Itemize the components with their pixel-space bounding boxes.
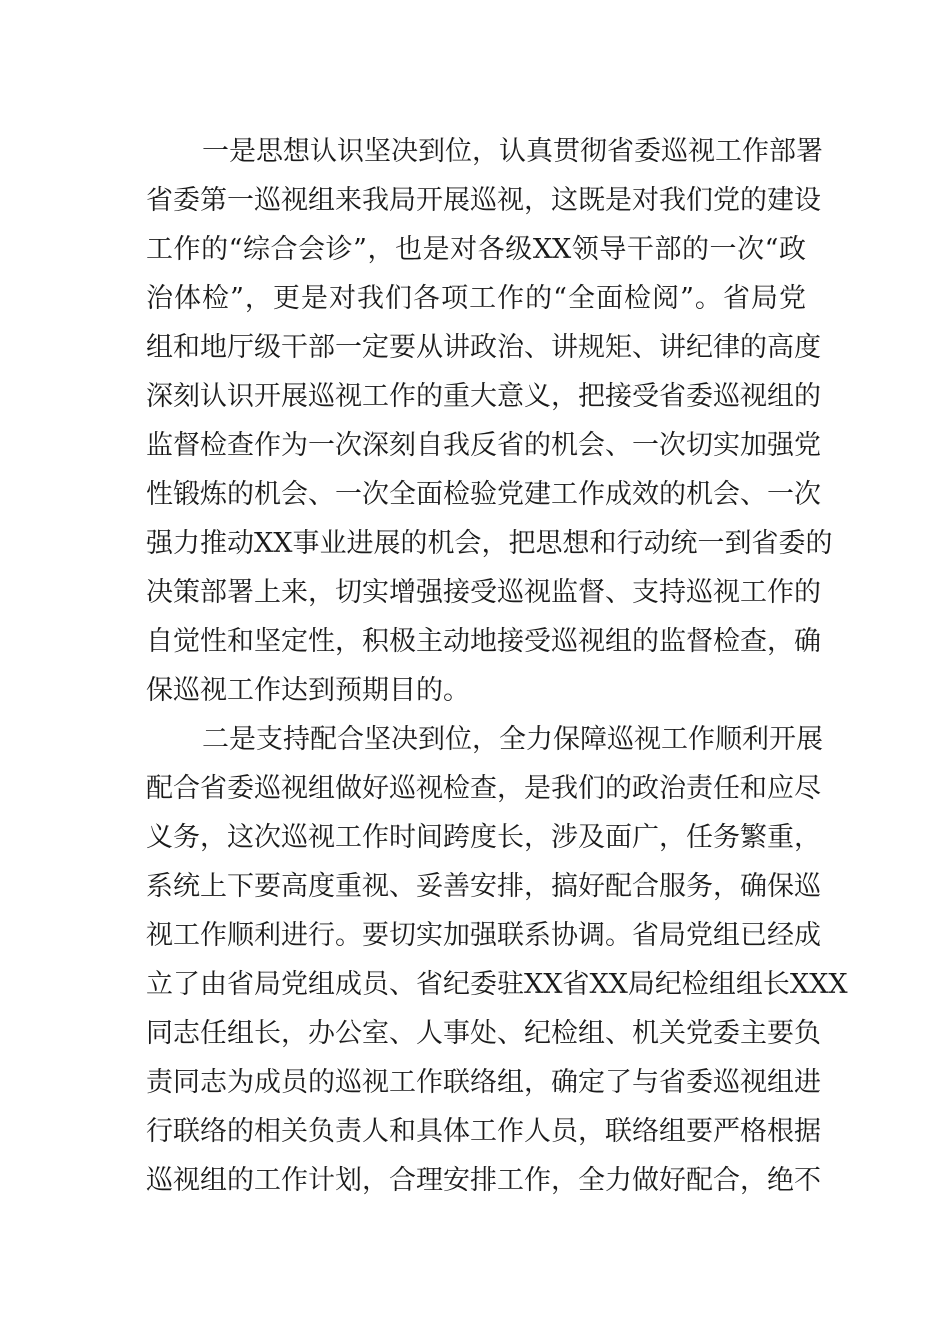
paragraph-2-line-5: 视工作顺利进行。要切实加强联系协调。省局党组已经成 xyxy=(146,920,821,951)
paragraph-2-line-8: 责同志为成员的巡视工作联络组，确定了与省委巡视组进 xyxy=(146,1067,821,1098)
paragraph-2-line-7: 同志任组长，办公室、人事处、纪检组、机关党委主要负 xyxy=(146,1018,821,1049)
paragraph-1-line-6: 深刻认识开展巡视工作的重大意义，把接受省委巡视组的 xyxy=(146,381,821,412)
paragraph-2-line-3: 义务，这次巡视工作时间跨度长，涉及面广，任务繁重， xyxy=(146,822,821,853)
paragraph-2-line-4: 系统上下要高度重视、妥善安排，搞好配合服务，确保巡 xyxy=(146,871,821,902)
paragraph-1-line-5: 组和地厅级干部一定要从讲政治、讲规矩、讲纪律的高度 xyxy=(146,332,821,363)
paragraph-1-line-2: 省委第一巡视组来我局开展巡视，这既是对我们党的建设 xyxy=(146,185,821,216)
paragraph-1-line-11: 自觉性和坚定性，积极主动地接受巡视组的监督检查，确 xyxy=(146,626,821,657)
paragraph-1-line-4: 治体检”，更是对我们各项工作的“全面检阅”。省局党 xyxy=(146,283,806,314)
paragraph-2-line-1: 二是支持配合坚决到位，全力保障巡视工作顺利开展 xyxy=(202,724,823,755)
paragraph-2-line-2: 配合省委巡视组做好巡视检查，是我们的政治责任和应尽 xyxy=(146,773,821,804)
paragraph-1-line-12: 保巡视工作达到预期目的。 xyxy=(146,675,470,706)
paragraph-1-line-7: 监督检查作为一次深刻自我反省的机会、一次切实加强党 xyxy=(146,430,821,461)
paragraph-1-line-1: 一是思想认识坚决到位，认真贯彻省委巡视工作部署 xyxy=(202,136,823,167)
paragraph-1-line-3: 工作的“综合会诊”，也是对各级XX领导干部的一次“政 xyxy=(146,234,806,265)
document-body xyxy=(146,127,848,1205)
paragraph-1-line-9: 强力推动XX事业进展的机会，把思想和行动统一到省委的 xyxy=(146,528,833,559)
paragraph-2-line-9: 行联络的相关负责人和具体工作人员，联络组要严格根据 xyxy=(146,1116,821,1147)
paragraph-1-line-8: 性锻炼的机会、一次全面检验党建工作成效的机会、一次 xyxy=(146,479,821,510)
paragraph-2-line-10: 巡视组的工作计划，合理安排工作，全力做好配合，绝不 xyxy=(146,1165,821,1196)
paragraph-2-line-6: 立了由省局党组成员、省纪委驻XX省XX局纪检组组长XXX xyxy=(146,969,848,1000)
paragraph-1-line-10: 决策部署上来，切实增强接受巡视监督、支持巡视工作的 xyxy=(146,577,821,608)
